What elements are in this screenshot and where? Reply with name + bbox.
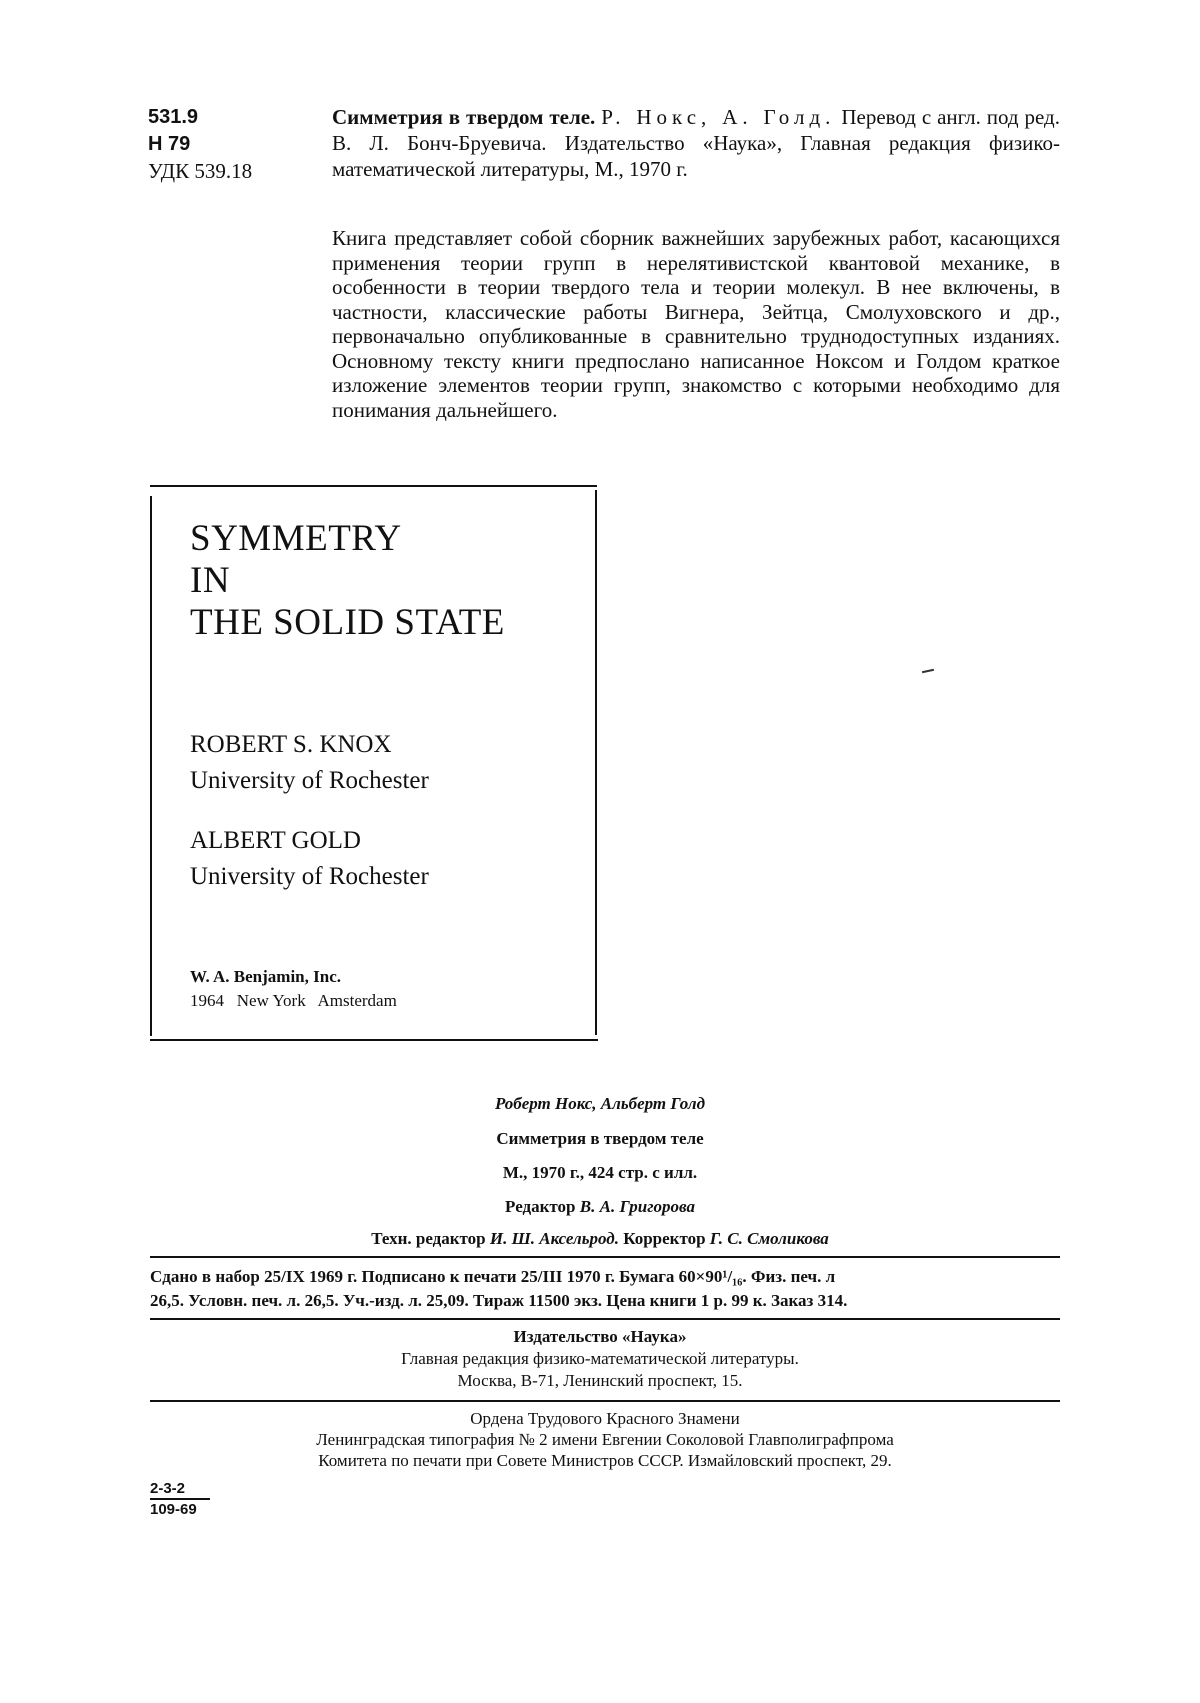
frame-top-rule xyxy=(150,485,597,487)
author-mark: Н 79 xyxy=(148,133,191,155)
author-affiliation: University of Rochester xyxy=(190,767,429,794)
frame-left-rule xyxy=(150,496,152,1036)
english-publisher xyxy=(190,965,397,1013)
signature-code-bottom: 109-69 xyxy=(150,1500,197,1518)
publisher-name: W. A. Benjamin, Inc. xyxy=(190,967,341,986)
bibliographic-description xyxy=(332,104,1060,182)
tech-line-2: 26,5. Условн. печ. л. 26,5. Уч.-изд. л. 25,09. Тираж 11500 экз. Цена книги 1 р. 99 к. Заказ 314. xyxy=(150,1291,848,1310)
imprint-authors xyxy=(150,1093,1050,1115)
english-title-line: THE SOLID STATE xyxy=(190,602,505,643)
stray-mark xyxy=(922,669,934,673)
english-title-line: SYMMETRY xyxy=(190,518,402,559)
bbk-code: 531.9 xyxy=(148,106,199,128)
author-name: ALBERT GOLD xyxy=(190,827,361,854)
publisher-ru-name: Издательство «Наука» xyxy=(513,1327,687,1346)
tech-line-1: Сдано в набор 25/IX 1969 г. Подписано к печати 25/III 1970 г. Бумага 60×90¹/₁₆. Физ. печ. л xyxy=(150,1267,836,1286)
press-line-2: Ленинградская типография № 2 имени Евгении Соколовой Главполиграфпрома xyxy=(316,1430,894,1449)
publisher-ru-dept: Главная редакция физико-математической литературы. xyxy=(401,1349,799,1368)
signature-code-top: 2-3-2 xyxy=(150,1480,186,1497)
english-title-line: IN xyxy=(190,560,231,601)
biblio-title: Симметрия в твердом теле. xyxy=(332,105,596,129)
press-line-3: Комитета по печати при Совете Министров СССР. Измайловский проспект, 29. xyxy=(318,1451,892,1470)
publisher-year-place: 1964 New York Amsterdam xyxy=(190,991,397,1010)
signature-code xyxy=(150,1480,210,1518)
corrector-name: Г. С. Смоликова xyxy=(709,1229,829,1248)
annotation: Книга представляет собой сборник важнейших зарубежных работ, касающихся применения теории групп в нерелятивистской квантовой механике, в особенности в теории твердого тела и теории молекул. В нее включены, в частности, классические работы Вигнера, Зейтца, Смолуховского и др., первоначально опубликованные в сравнительно труднодоступных изданиях. Основному тексту книги предпослано написанное Ноксом и Голдом краткое изложение элементов теории групп, знакомство с которыми необходимо для понимания дальнейшего. xyxy=(332,226,1060,422)
biblio-details: Перевод с англ. под ред. В. Л. Бонч-Бруевича. Издательство «Наука», Главная редакция физико-математической литературы, М., 1970 г. xyxy=(332,105,1060,181)
imprint-title-text: Симметрия в твердом теле xyxy=(496,1129,704,1148)
imprint-editor xyxy=(150,1196,1050,1218)
english-author-1 xyxy=(190,730,429,796)
signature-code-rule xyxy=(150,1498,210,1500)
frame-bottom-rule xyxy=(150,1039,598,1041)
imprint-rule-3 xyxy=(150,1400,1060,1402)
imprint-authors-text: Роберт Нокс, Альберт Голд xyxy=(494,1094,706,1113)
imprint-tech-editor xyxy=(150,1228,1050,1250)
imprint-pages-text: М., 1970 г., 424 стр. с илл. xyxy=(502,1163,698,1182)
publisher-ru xyxy=(150,1326,1050,1392)
imprint-rule-2 xyxy=(150,1318,1060,1320)
corrector-label: Корректор xyxy=(623,1229,706,1248)
editor-name: В. А. Григорова xyxy=(579,1197,695,1216)
english-author-2 xyxy=(190,826,429,892)
imprint-pages xyxy=(150,1162,1050,1184)
editor-label: Редактор xyxy=(505,1197,576,1216)
biblio-authors: Р. Нокс, А. Голд. xyxy=(601,105,836,129)
english-title xyxy=(190,518,505,644)
publisher-ru-address: Москва, В-71, Ленинский проспект, 15. xyxy=(457,1371,743,1390)
tech-editor-label: Техн. редактор xyxy=(371,1229,486,1248)
imprint-title xyxy=(150,1128,1050,1150)
technical-data xyxy=(150,1265,1060,1313)
author-name: ROBERT S. KNOX xyxy=(190,731,392,758)
author-affiliation: University of Rochester xyxy=(190,863,429,890)
udk-code: УДК 539.18 xyxy=(148,159,253,183)
printing-house xyxy=(150,1408,1060,1471)
catalog-codes xyxy=(148,104,252,185)
press-line-1: Ордена Трудового Красного Знамени xyxy=(470,1409,740,1428)
tech-editor-name: И. Ш. Аксельрод. xyxy=(489,1229,619,1248)
frame-right-rule xyxy=(595,490,597,1035)
imprint-rule-1 xyxy=(150,1256,1060,1258)
